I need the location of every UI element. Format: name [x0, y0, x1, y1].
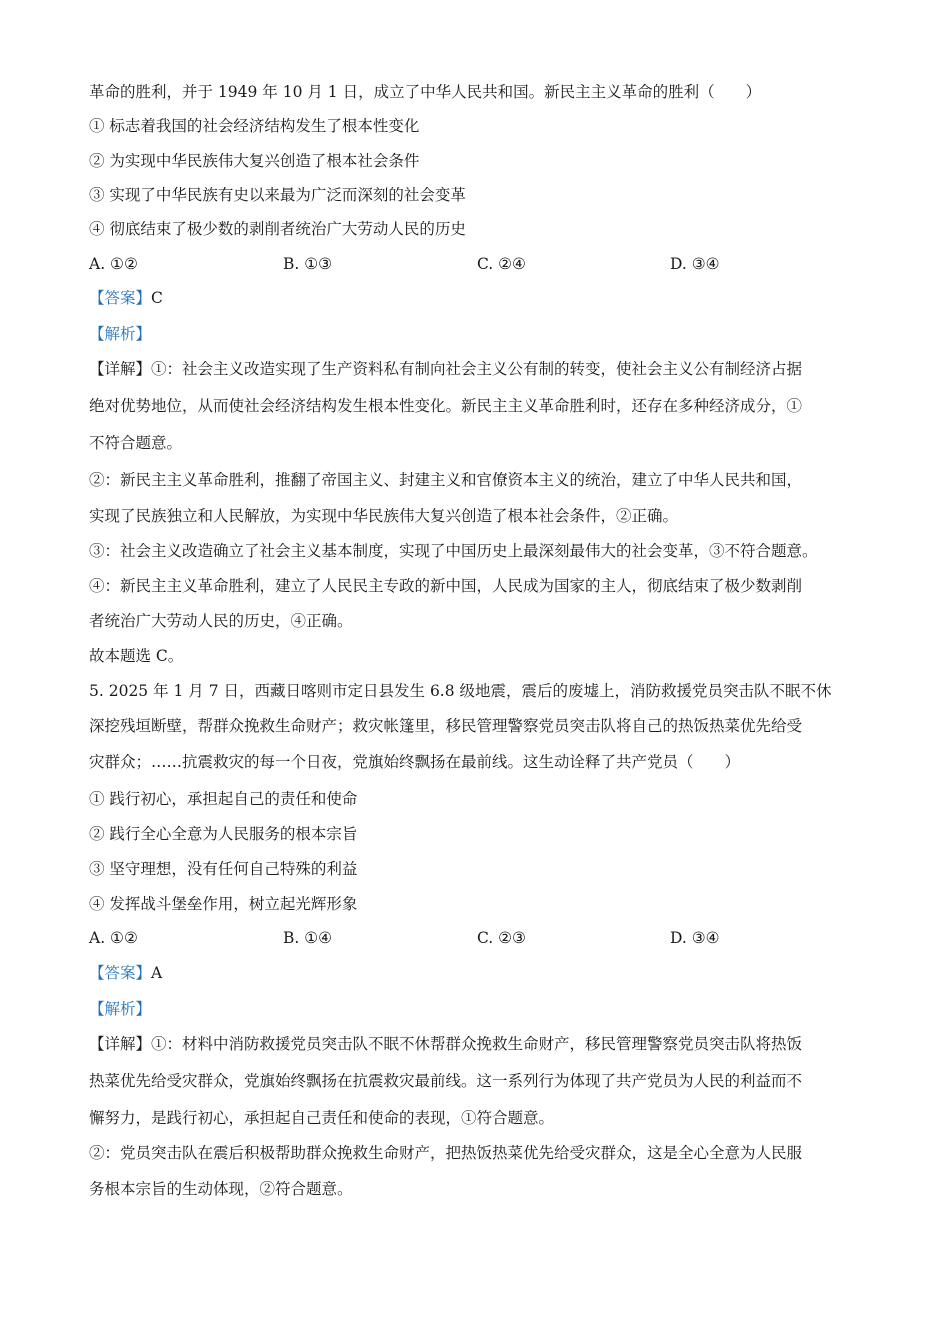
q4-answer-value: C: [151, 289, 163, 307]
q4-analysis-tag: 【解析】: [89, 325, 152, 343]
q5-option-d: D. ③④: [670, 929, 720, 947]
q4-answer-tag: 【答案】: [89, 289, 152, 307]
q4-analysis-line-8: 者统治广大劳动人民的历史，④正确。: [89, 612, 353, 630]
q5-answer-tag: 【答案】: [89, 964, 152, 982]
q5-statement-2: ② 践行全心全意为人民服务的根本宗旨: [89, 825, 358, 843]
q5-analysis-line-1: [89, 1033, 869, 1055]
q4-statement-1: ① 标志着我国的社会经济结构发生了根本性变化: [89, 117, 420, 135]
q5-analysis-text-1: ①：材料中消防救援党员突击队不眠不休帮群众挽救生命财产，移民管理警察党员突击队将热饭: [151, 1035, 803, 1053]
q4-analysis-line-7: ④：新民主主义革命胜利，建立了人民民主专政的新中国，人民成为国家的主人，彻底结束了极少数剥削: [89, 577, 803, 595]
q5-analysis-line-5: 务根本宗旨的生动体现，②符合题意。: [89, 1180, 353, 1198]
q5-analysis-tag: 【解析】: [89, 1000, 152, 1018]
q4-stem: 革命的胜利，并于 1949 年 10 月 1 日，成立了中华人民共和国。新民主主义革命的胜利（ ）: [89, 83, 762, 101]
q5-answer-value: A: [151, 964, 163, 982]
q4-analysis-text-1: ①：社会主义改造实现了生产资料私有制向社会主义公有制的转变，使社会主义公有制经济占据: [151, 360, 803, 378]
q5-options: [89, 927, 869, 949]
q5-analysis-line-4: ②：党员突击队在震后积极帮助群众挽救生命财产，把热饭热菜优先给受灾群众，这是全心全意为人民服: [89, 1144, 803, 1162]
q5-stem-line-3: 灾群众；……抗震救灾的每一个日夜，党旗始终飘扬在最前线。这生动诠释了共产党员（ ）: [89, 753, 741, 771]
q5-answer: [89, 962, 869, 984]
q4-option-b: B. ①③: [283, 255, 333, 273]
q4-statement-4: ④ 彻底结束了极少数的剥削者统治广大劳动人民的历史: [89, 220, 466, 238]
q4-analysis-line-4: ②：新民主主义革命胜利，推翻了帝国主义、封建主义和官僚资本主义的统治，建立了中华人民共和国，: [89, 471, 803, 489]
q4-analysis-line-3: 不符合题意。: [89, 434, 183, 452]
q4-analysis-line-5: 实现了民族独立和人民解放，为实现中华民族伟大复兴创造了根本社会条件，②正确。: [89, 507, 679, 525]
q5-stem-line-2: 深挖残垣断壁，帮群众挽救生命财产；救灾帐篷里，移民管理警察党员突击队将自己的热饭热菜优先给受: [89, 717, 803, 735]
q4-analysis-line-2: 绝对优势地位，从而使社会经济结构发生根本性变化。新民主主义革命胜利时，还存在多种经济成分，①: [89, 397, 803, 415]
q5-analysis-heading: [89, 998, 869, 1020]
q5-option-a: A. ①②: [89, 929, 138, 947]
q4-conclusion: 故本题选 C。: [89, 647, 184, 665]
q5-stem-line-1: 5. 2025 年 1 月 7 日，西藏日喀则市定日县发生 6.8 级地震，震后的废墟上，消防救援党员突击队不眠不休: [89, 682, 832, 700]
q5-detail-tag: 【详解】: [89, 1035, 152, 1053]
q4-option-c: C. ②④: [477, 255, 526, 273]
q4-option-a: A. ①②: [89, 255, 138, 273]
q5-analysis-line-2: 热菜优先给受灾群众，党旗始终飘扬在抗震救灾最前线。这一系列行为体现了共产党员为人民的利益而不: [89, 1072, 803, 1090]
q4-statement-2: ② 为实现中华民族伟大复兴创造了根本社会条件: [89, 152, 420, 170]
q5-statement-4: ④ 发挥战斗堡垒作用，树立起光辉形象: [89, 895, 358, 913]
q5-option-c: C. ②③: [477, 929, 526, 947]
q4-options: [89, 253, 869, 275]
q4-analysis-heading: [89, 323, 869, 345]
q5-statement-1: ① 践行初心，承担起自己的责任和使命: [89, 790, 358, 808]
q4-analysis-line-6: ③：社会主义改造确立了社会主义基本制度，实现了中国历史上最深刻最伟大的社会变革，③不符合题意。: [89, 542, 818, 560]
q5-analysis-line-3: 懈努力，是践行初心，承担起自己责任和使命的表现，①符合题意。: [89, 1109, 555, 1127]
q4-analysis-line-1: [89, 358, 869, 380]
q5-option-b: B. ①④: [283, 929, 333, 947]
q4-option-d: D. ③④: [670, 255, 720, 273]
q4-answer: [89, 287, 869, 309]
q4-statement-3: ③ 实现了中华民族有史以来最为广泛而深刻的社会变革: [89, 186, 466, 204]
q5-statement-3: ③ 坚守理想，没有任何自己特殊的利益: [89, 860, 358, 878]
q4-detail-tag: 【详解】: [89, 360, 152, 378]
